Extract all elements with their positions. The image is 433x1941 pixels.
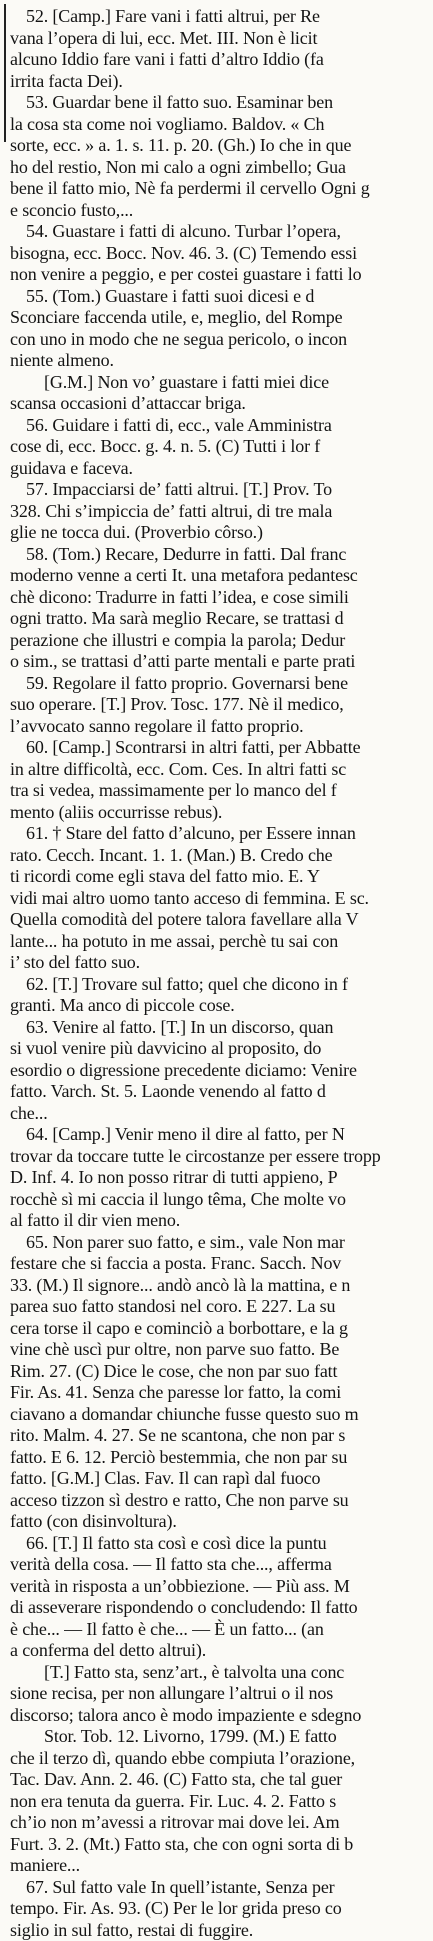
text-line: scansa occasioni d’attaccar briga. (0, 393, 433, 415)
text-line: fatto. [G.M.] Clas. Fav. Il can rapì dal fuoco (0, 1468, 433, 1490)
text-line: o sim., se trattasi d’atti parte mentali e parte prati (0, 651, 433, 673)
text-line: bene il fatto mio, Nè fa perdermi il cervello Ogni g (0, 178, 433, 200)
text-line: alcuno Iddio fare vani i fatti d’altro Iddio (fa (0, 49, 433, 71)
text-line: acceso tizzon sì destro e ratto, Che non parve su (0, 1490, 433, 1512)
text-line: ciavano a domandar chiunche fusse questo suo m (0, 1404, 433, 1426)
text-line: glie ne tocca dui. (Proverbio côrso.) (0, 522, 433, 544)
text-line: Quella comodità del potere talora favellare alla V (0, 909, 433, 931)
text-line: 62. [T.] Trovare sul fatto; quel che dicono in f (0, 974, 433, 996)
text-line: 55. (Tom.) Guastare i fatti suoi dicesi e d (0, 286, 433, 308)
text-line: non era tenuta da guerra. Fir. Luc. 4. 2. Fatto s (0, 1791, 433, 1813)
text-line: sorte, ecc. » a. 1. s. 11. p. 20. (Gh.) Io che in que (0, 135, 433, 157)
text-line: 52. [Camp.] Fare vani i fatti altrui, per Re (0, 6, 433, 28)
text-line: 65. Non parer suo fatto, e sim., vale Non mar (0, 1232, 433, 1254)
text-line: esordio o digressione precedente diciamo: Venire (0, 1060, 433, 1082)
text-line: D. Inf. 4. Io non posso ritrar di tutti appieno, P (0, 1167, 433, 1189)
text-line: tra si vedea, massimamente per lo manco del f (0, 780, 433, 802)
text-line: 57. Impacciarsi de’ fatti altrui. [T.] Prov. To (0, 479, 433, 501)
text-line: discorso; talora anco è modo impaziente e sdegno (0, 1705, 433, 1727)
text-line: con uno in modo che ne segua pericolo, o incon (0, 329, 433, 351)
text-line: suo operare. [T.] Prov. Tosc. 177. Nè il medico, (0, 694, 433, 716)
text-line: in altre difficoltà, ecc. Com. Ces. In altri fatti sc (0, 759, 433, 781)
text-line: Fir. As. 41. Senza che paresse lor fatto, la comi (0, 1382, 433, 1404)
text-line: rocchè sì mi caccia il lungo têma, Che molte vo (0, 1189, 433, 1211)
text-line: 60. [Camp.] Scontrarsi in altri fatti, per Abbatte (0, 737, 433, 759)
text-line: i’ sto del fatto suo. (0, 952, 433, 974)
text-line: si vuol venire più davvicino al proposito, do (0, 1038, 433, 1060)
text-line: ho del restio, Non mi calo a ogni zimbello; Gua (0, 157, 433, 179)
text-line: 67. Sul fatto vale In quell’istante, Senza per (0, 1877, 433, 1899)
text-line: festare che si faccia a posta. Franc. Sacch. Nov (0, 1253, 433, 1275)
text-line: Rim. 27. (C) Dice le cose, che non par suo fatt (0, 1361, 433, 1383)
text-line: granti. Ma anco di piccole cose. (0, 995, 433, 1017)
text-line: lante... ha potuto in me assai, perchè tu sai con (0, 931, 433, 953)
text-line: 56. Guidare i fatti di, ecc., vale Amministra (0, 415, 433, 437)
text-line: Tac. Dav. Ann. 2. 46. (C) Fatto sta, che tal guer (0, 1769, 433, 1791)
text-line: sione recisa, per non allungare l’altrui o il nos (0, 1683, 433, 1705)
dictionary-column (0, 6, 433, 1941)
text-line: al fatto il dir vien meno. (0, 1210, 433, 1232)
text-line: a conferma del detto altrui). (0, 1640, 433, 1662)
text-line: parea suo fatto standosi nel coro. E 227. La su (0, 1296, 433, 1318)
text-line: niente almeno. (0, 350, 433, 372)
text-line: la cosa sta come noi vogliamo. Baldov. « Ch (0, 114, 433, 136)
text-line: trovar da toccare tutte le circostanze per essere tropp (0, 1146, 433, 1168)
text-line: maniere... (0, 1855, 433, 1877)
text-line: moderno venne a certi It. una metafora pedantesc (0, 565, 433, 587)
text-line: che il terzo dì, quando ebbe compiuta l’orazione, (0, 1748, 433, 1770)
text-line: fatto. Varch. St. 5. Laonde venendo al fatto d (0, 1081, 433, 1103)
text-line: è che... — Il fatto è che... — È un fatto... (an (0, 1619, 433, 1641)
text-line: non venire a peggio, e per costei guastare i fatti lo (0, 264, 433, 286)
text-line: Stor. Tob. 12. Livorno, 1799. (M.) E fatto (0, 1726, 433, 1748)
text-line: fatto. E 6. 12. Perciò bestemmia, che non par su (0, 1447, 433, 1469)
text-line: cose di, ecc. Bocc. g. 4. n. 5. (C) Tutti i lor f (0, 436, 433, 458)
text-line: rito. Malm. 4. 27. Se ne scantona, che non par s (0, 1425, 433, 1447)
text-line: verità in risposta a un’obbiezione. — Più ass. M (0, 1576, 433, 1598)
text-line: siglio in sul fatto, restai di fuggire. (0, 1920, 433, 1941)
text-line: Sconciare faccenda utile, e, meglio, del Rompe (0, 307, 433, 329)
text-line: Furt. 3. 2. (Mt.) Fatto sta, che con ogni sorta di b (0, 1834, 433, 1856)
text-line: 54. Guastare i fatti di alcuno. Turbar l’opera, (0, 221, 433, 243)
text-line: mento (aliis occurrisse rebus). (0, 802, 433, 824)
text-line: ogni tratto. Ma sarà meglio Recare, se trattasi d (0, 608, 433, 630)
text-line: [G.M.] Non vo’ guastare i fatti miei dice (0, 372, 433, 394)
text-line: bisogna, ecc. Bocc. Nov. 46. 3. (C) Temendo essi (0, 243, 433, 265)
text-line: 64. [Camp.] Venir meno il dire al fatto, per N (0, 1124, 433, 1146)
text-line: verità della cosa. — Il fatto sta che..., afferma (0, 1554, 433, 1576)
text-line: 328. Chi s’impiccia de’ fatti altrui, di tre mala (0, 501, 433, 523)
text-line: vidi mai altro uomo tanto acceso di femmina. E sc. (0, 888, 433, 910)
text-line: l’avvocato sanno regolare il fatto proprio. (0, 716, 433, 738)
text-line: perazione che illustri e compia la parola; Dedur (0, 630, 433, 652)
text-line: 53. Guardar bene il fatto suo. Esaminar ben (0, 92, 433, 114)
text-line: 33. (M.) Il signore... andò ancò là la mattina, e n (0, 1275, 433, 1297)
text-line: chè dicono: Tradurre in fatti l’idea, e cose simili (0, 587, 433, 609)
text-line: vine chè uscì pur oltre, non parve suo fatto. Be (0, 1339, 433, 1361)
text-line: ch’io non m’avessi a ritrovar mai dove lei. Am (0, 1812, 433, 1834)
text-line: 66. [T.] Il fatto sta così e così dice la puntu (0, 1533, 433, 1555)
text-line: irrita facta Dei). (0, 71, 433, 93)
text-line: che... (0, 1103, 433, 1125)
text-line: tempo. Fir. As. 93. (C) Per le lor grida preso co (0, 1898, 433, 1920)
text-line: [T.] Fatto sta, senz’art., è talvolta una conc (0, 1662, 433, 1684)
text-line: 61. † Stare del fatto d’alcuno, per Essere innan (0, 823, 433, 845)
margin-rule (4, 4, 6, 142)
text-line: guidava e faceva. (0, 458, 433, 480)
text-line: di asseverare rispondendo o concludendo: Il fatto (0, 1597, 433, 1619)
text-line: rato. Cecch. Incant. 1. 1. (Man.) B. Credo che (0, 845, 433, 867)
text-line: ti ricordi come egli stava del fatto mio. E. Y (0, 866, 433, 888)
text-line: vana l’opera di lui, ecc. Met. III. Non è licit (0, 28, 433, 50)
text-line: 59. Regolare il fatto proprio. Governarsi bene (0, 673, 433, 695)
text-line: fatto (con disinvoltura). (0, 1511, 433, 1533)
text-line: e sconcio fusto,... (0, 200, 433, 222)
text-line: 63. Venire al fatto. [T.] In un discorso, quan (0, 1017, 433, 1039)
text-line: 58. (Tom.) Recare, Dedurre in fatti. Dal franc (0, 544, 433, 566)
text-line: cera torse il capo e cominciò a borbottare, e la g (0, 1318, 433, 1340)
